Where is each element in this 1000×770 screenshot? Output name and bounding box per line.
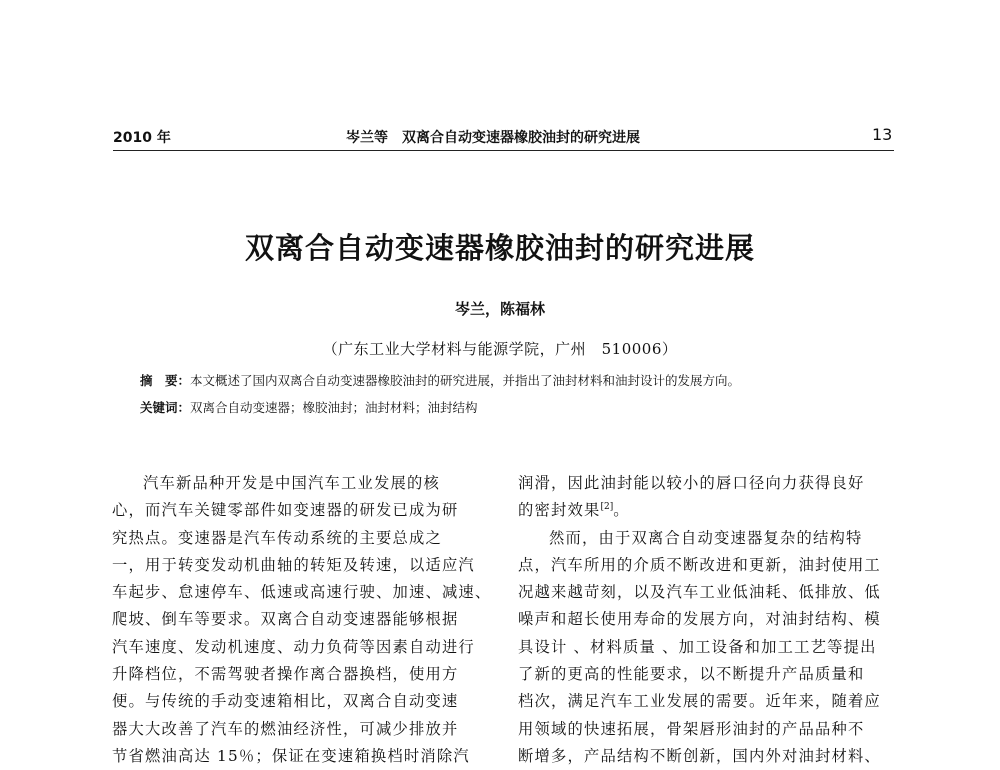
body-line: 况越来越苛刻，以及汽车工业低油耗、低排放、低 bbox=[518, 583, 881, 602]
body-line: 点，汽车所用的介质不断改进和更新，油封使用工 bbox=[518, 555, 881, 574]
body-text: 。 bbox=[613, 501, 630, 520]
body-line: 究热点。变速器是汽车传动系统的主要总成之 bbox=[112, 528, 442, 547]
article-title: 双离合自动变速器橡胶油封的研究进展 bbox=[244, 231, 755, 265]
body-line-with-ref bbox=[518, 497, 896, 524]
body-line: 用领域的快速拓展，骨架唇形油封的产品品种不 bbox=[518, 719, 865, 738]
citation-ref: [2] bbox=[600, 502, 614, 513]
body-text: 的密封效果 bbox=[518, 501, 601, 520]
body-line: 爬坡、倒车等要求。双离合自动变速器能够根据 bbox=[112, 610, 459, 629]
body-line: 具设计 、材料质量 、加工设备和加工工艺等提出 bbox=[518, 637, 877, 656]
body-line: 升降档位，不需驾驶者操作离合器换档，使用方 bbox=[112, 665, 459, 684]
body-line: 心，而汽车关键零部件如变速器的研发已成为研 bbox=[112, 501, 459, 520]
body-column-left bbox=[112, 470, 492, 770]
abstract-label: 摘 要： bbox=[140, 373, 191, 388]
header-year: 2010 年 bbox=[113, 130, 171, 146]
body-line: 汽车新品种开发是中国汽车工业发展的核 bbox=[143, 474, 440, 492]
body-line: 器大大改善了汽车的燃油经济性，可减少排放并 bbox=[112, 719, 459, 738]
article-authors: 岑兰，陈福林 bbox=[454, 300, 545, 318]
abstract bbox=[140, 371, 740, 389]
keywords-label: 关键词： bbox=[140, 400, 191, 415]
header-rule bbox=[113, 150, 894, 151]
body-column-right bbox=[518, 470, 896, 770]
body-line: 然而，由于双离合自动变速器复杂的结构特 bbox=[549, 528, 863, 547]
body-line: 断增多，产品结构不断创新，国内外对油封材料、 bbox=[518, 746, 881, 765]
article-affiliation: （广东工业大学材料与能源学院，广州 510006） bbox=[322, 340, 678, 358]
body-line: 便。与传统的手动变速箱相比，双离合自动变速 bbox=[112, 692, 459, 711]
running-title: 岑兰等 双离合自动变速器橡胶油封的研究进展 bbox=[346, 130, 640, 146]
body-line: 档次，满足汽车工业发展的需要。近年来，随着应 bbox=[518, 692, 881, 711]
abstract-text: 本文概述了国内双离合自动变速器橡胶油封的研究进展，并指出了油封材料和油封设计的发展方向。 bbox=[190, 373, 741, 388]
body-line: 节省燃油高达 15％；保证在变速箱换档时消除汽 bbox=[112, 746, 470, 765]
body-line: 一，用于转变发动机曲轴的转矩及转速，以适应汽 bbox=[112, 555, 475, 574]
body-line: 车起步、怠速停车、低速或高速行驶、加速、减速、 bbox=[112, 583, 492, 602]
keywords bbox=[140, 398, 478, 416]
body-line: 润滑，因此油封能以较小的唇口径向力获得良好 bbox=[518, 474, 865, 492]
keywords-text: 双离合自动变速器；橡胶油封；油封材料；油封结构 bbox=[190, 400, 478, 415]
body-line: 汽车速度、发动机速度、动力负荷等因素自动进行 bbox=[112, 637, 475, 656]
page-number: 13 bbox=[872, 125, 893, 144]
body-line: 噪声和超长使用寿命的发展方向，对油封结构、模 bbox=[518, 610, 881, 629]
body-line: 了新的更高的性能要求，以不断提升产品质量和 bbox=[518, 665, 865, 684]
